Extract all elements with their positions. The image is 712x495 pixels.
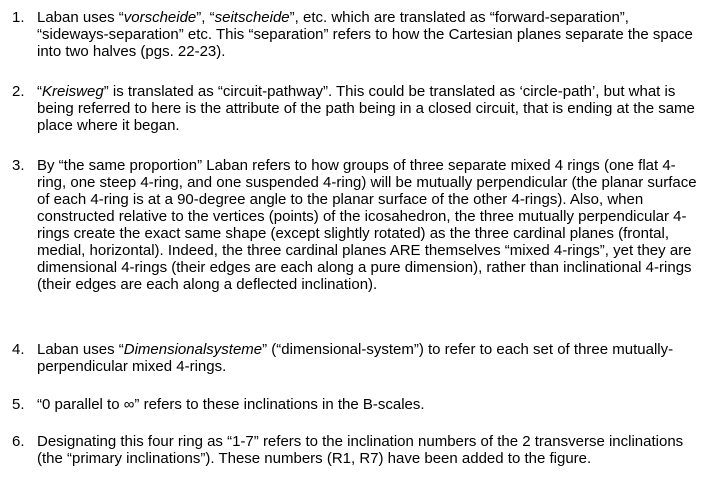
german-term: Dimensionalsysteme xyxy=(123,341,263,358)
note-text xyxy=(37,9,704,60)
note-text: By “the same proportion” Laban refers to how groups of three separate mixed 4 rings (one flat 4-ring, one steep 4-ring, and one suspended 4-ring) will be mutually perpendicular (the planar surface of each 4-ring is at a 90-degree angle to the planar surface of the other 4-rings). Also, when constructed relative to the vertices (points) of the icosahedron, the three mutually perpendicular 4-rings create the exact same shape (except slightly rotated) as the three cardinal planes (frontal, medial, horizontal). Indeed, the three cardinal planes ARE themselves “mixed 4-rings”, yet they are dimensional 4-rings (their edges are each along a pure dimension), rather than inclinational 4-rings (their edges are each along a deflected inclination). xyxy=(37,157,697,293)
german-term: Kreisweg xyxy=(42,83,104,100)
text-run: ” (“dimensional-system”) to refer to each set of three mutually-perpendicular mixed 4-rings. xyxy=(37,341,674,375)
note-number: 3. xyxy=(12,157,25,174)
text-run: ”, etc. which are translated as “forward-separation”, “sideways-separation” etc. This “separation” refers to how the Cartesian planes separate the space into two halves (pgs. 22-23). xyxy=(37,9,693,60)
note-3 xyxy=(12,157,704,293)
text-run: Laban uses “ xyxy=(37,9,124,26)
note-number: 4. xyxy=(12,341,25,358)
note-1 xyxy=(12,9,704,60)
note-5 xyxy=(12,396,704,413)
note-number: 1. xyxy=(12,9,25,26)
note-text: Designating this four ring as “1-7” refers to the inclination numbers of the 2 transverse inclinations (the “primary inclinations”). These numbers (R1, R7) have been added to the figure. xyxy=(37,433,684,467)
note-text xyxy=(37,83,704,134)
text-run: ” is translated as “circuit-pathway”. This could be translated as ‘circle-path’, but what is being referred to here is the attribute of the path being in a closed circuit, that is ending at the same place where it began. xyxy=(37,83,695,134)
german-term: vorscheide xyxy=(123,9,197,26)
note-number: 5. xyxy=(12,396,25,413)
note-number: 2. xyxy=(12,83,25,100)
note-text xyxy=(37,341,704,375)
text-run: ”, “ xyxy=(196,9,215,26)
note-number: 6. xyxy=(12,433,25,450)
note-2 xyxy=(12,83,704,134)
german-term: seitscheide xyxy=(214,9,290,26)
text-run: Laban uses “ xyxy=(37,341,124,358)
note-6 xyxy=(12,433,704,467)
note-text: “0 parallel to ∞” refers to these inclinations in the B-scales. xyxy=(37,396,425,413)
note-4 xyxy=(12,341,704,375)
text-run: “ xyxy=(37,83,42,100)
